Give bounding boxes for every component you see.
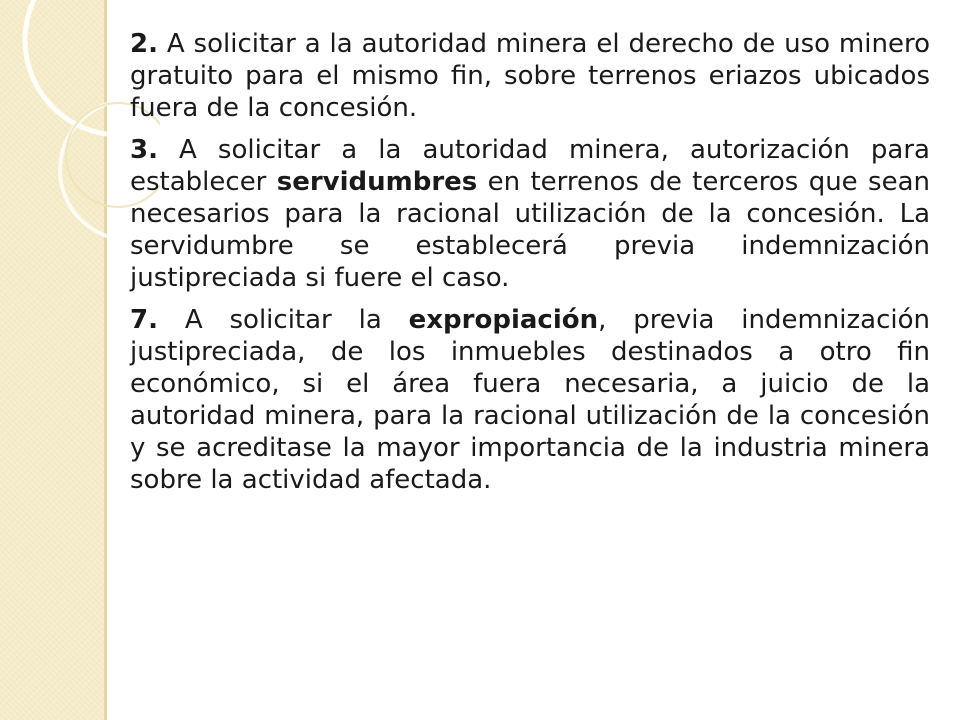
paragraph-item-2 [130,28,930,124]
highlighted-term: servidumbres [276,167,478,197]
paragraph-text-continued: en terrenos de terceros que sean necesarios para la racional utilización de la concesión. La servidumbre se establecerá previa indemnización justipreciada si fuere el caso. [130,167,930,293]
paragraph-text: A solicitar a la autoridad minera el derecho de uso minero gratuito para el mismo fin, sobre terrenos eriazos ubicados fuera de la concesión. [130,29,930,123]
paragraph-number: 7. [130,305,158,335]
paragraph-number: 3. [130,135,158,165]
highlighted-term: expropiación [408,305,599,335]
paragraph-text-continued: , previa indemnización justipreciada, de los inmuebles destinados a otro fin económico, si el área fuera necesaria, a juicio de la autoridad minera, para la racional utilización de la concesión y se acreditase la mayor importancia de la industria minera sobre la actividad afectada. [130,305,930,495]
paragraph-number: 2. [130,29,158,59]
slide-body-text [130,28,930,506]
paragraph-item-3 [130,134,930,294]
paragraph-text: A solicitar la [157,305,409,335]
paragraph-text: A solicitar a la autoridad minera, autorización para establecer [130,135,930,197]
paragraph-item-7 [130,304,930,496]
